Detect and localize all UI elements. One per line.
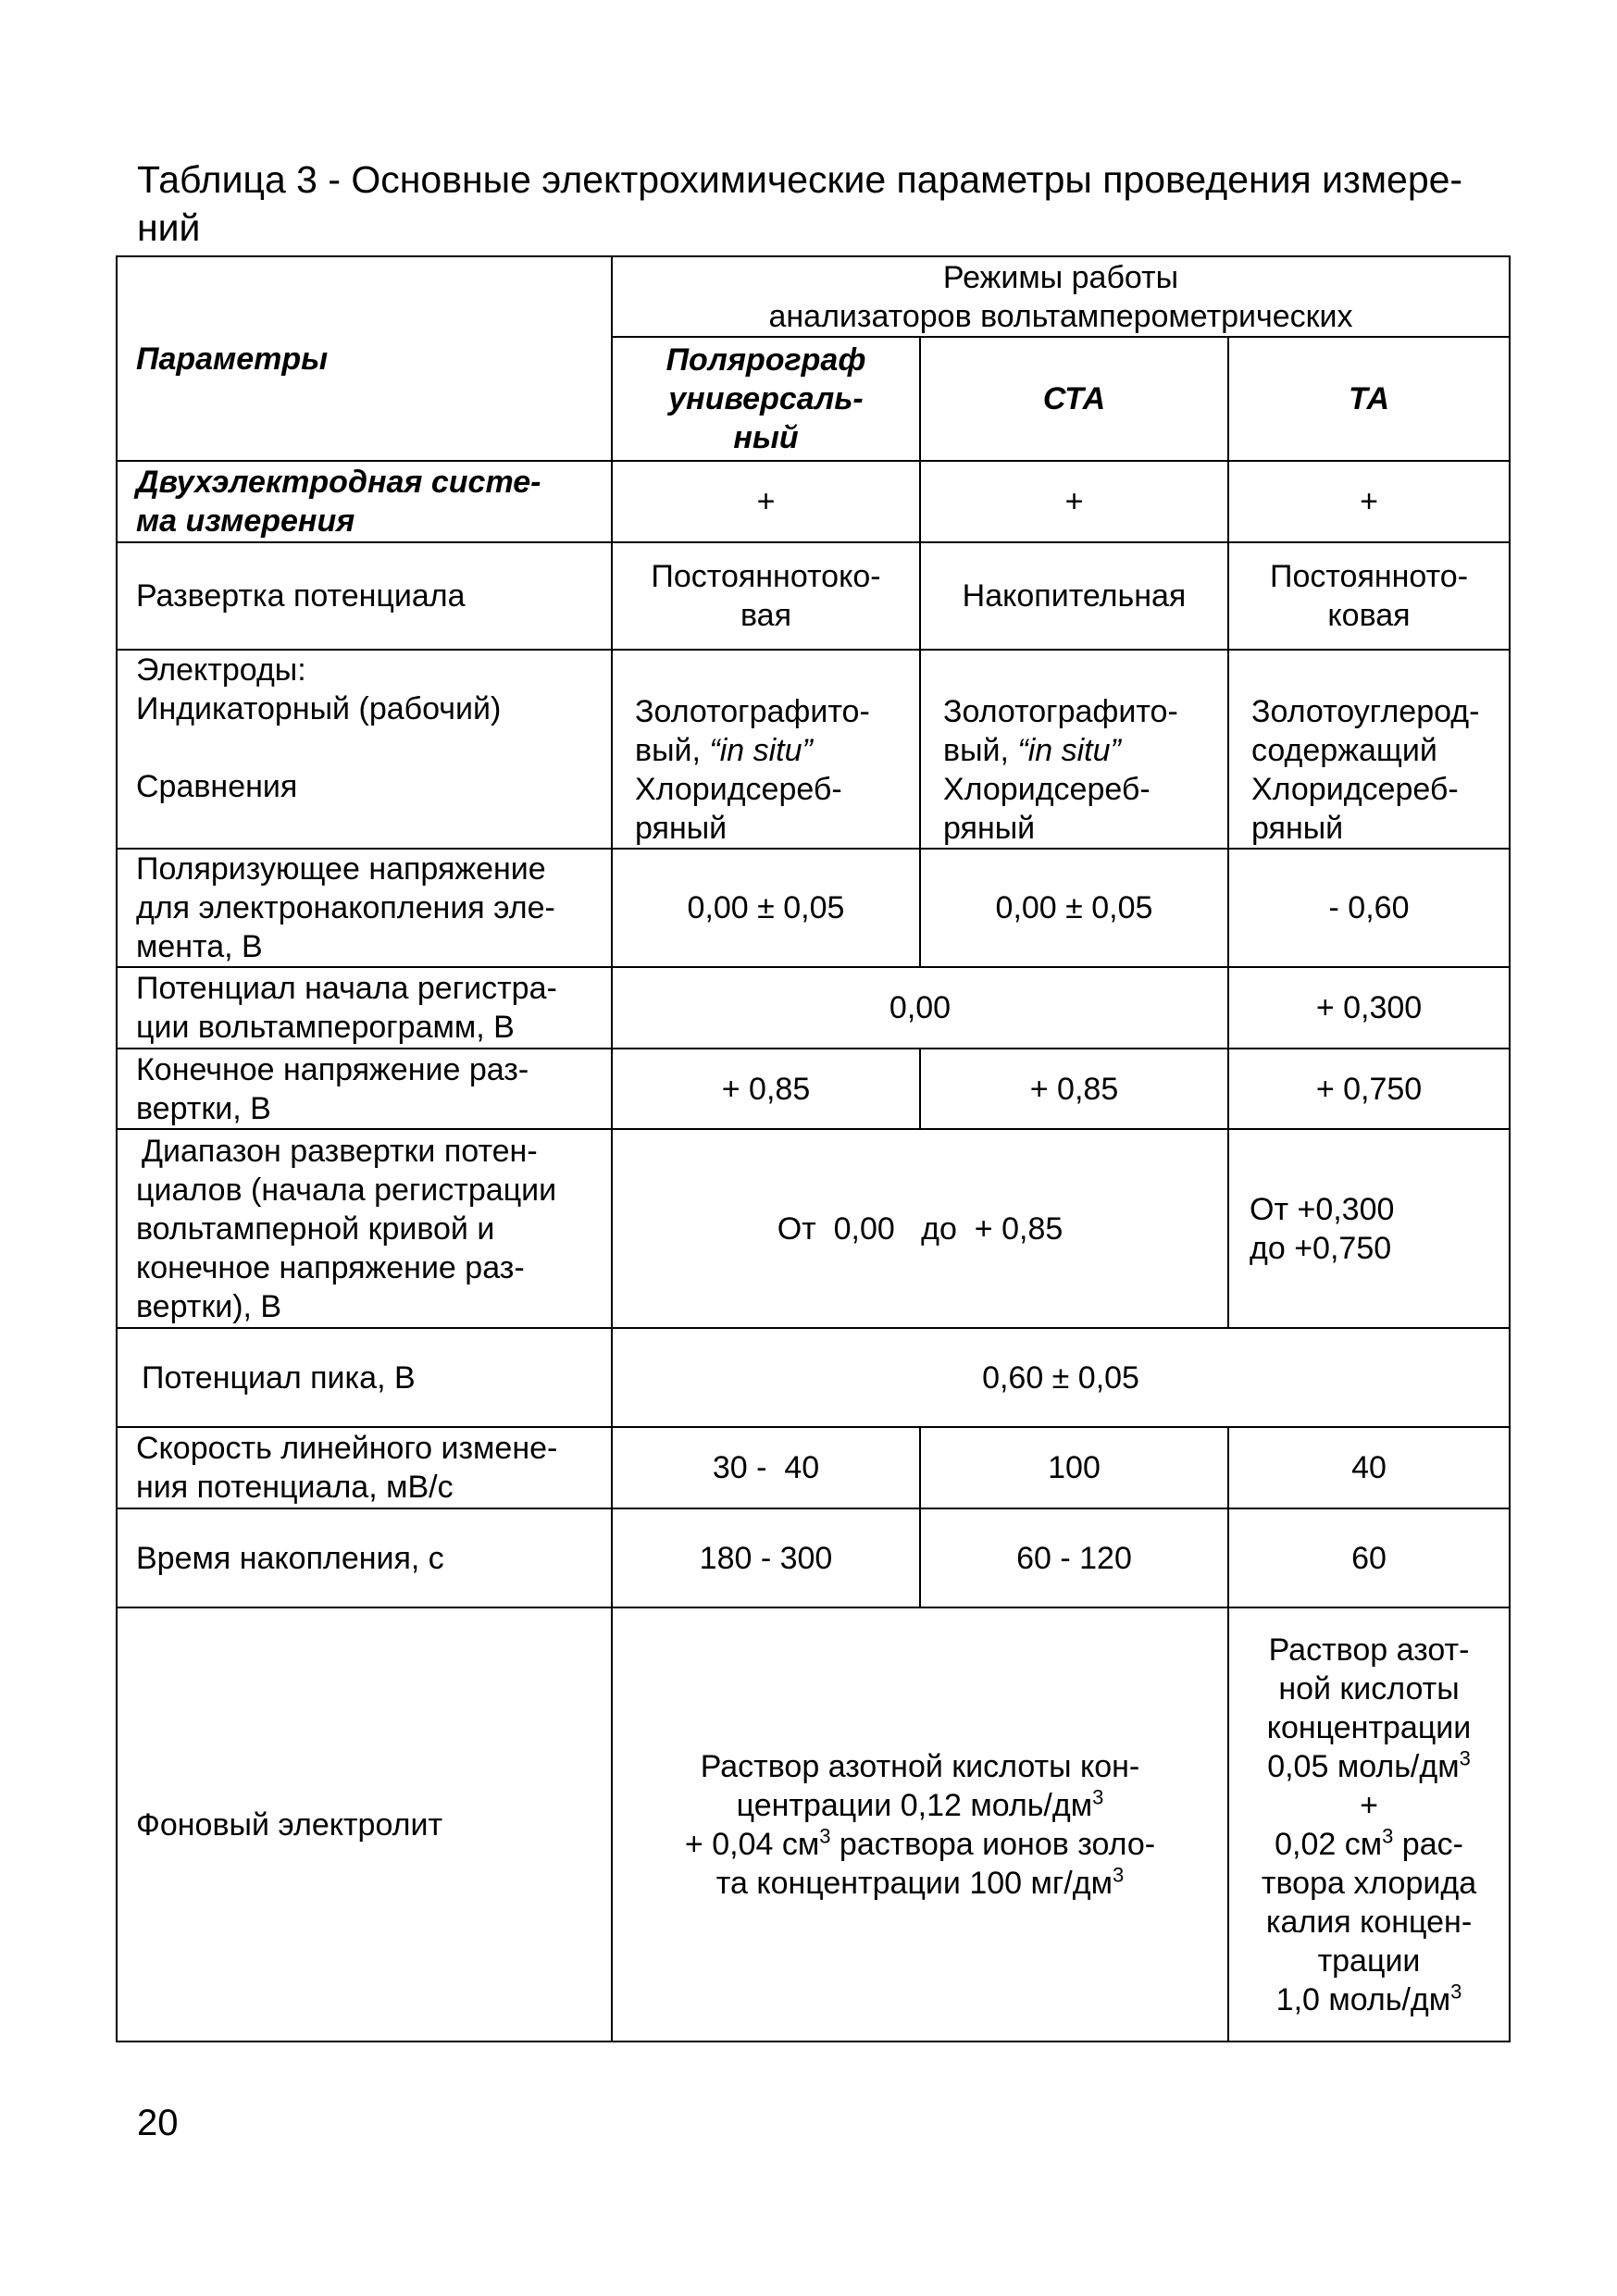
cell-v3: - 0,60 [1228, 849, 1510, 967]
cell-v3 [1228, 1129, 1510, 1328]
cell-text-italic: “in situ” [709, 733, 813, 768]
cell-line: ряный [635, 811, 728, 846]
cell-v123: 0,60 ± 0,05 [612, 1328, 1510, 1427]
cell-text: 1,0 моль/дм [1275, 1981, 1451, 2017]
label-line: Сравнения [136, 769, 298, 804]
cell-line: Раствор азотной кислоты кон- [700, 1748, 1140, 1784]
cell-line: вая [740, 598, 791, 633]
header-modes-line1: Режимы работы [942, 259, 1179, 295]
label-line: ции вольтамперограмм, В [136, 1010, 515, 1045]
cell-text: центрации 0,12 моль/дм [736, 1787, 1093, 1823]
superscript: 3 [819, 1824, 831, 1848]
cell-v3 [1228, 542, 1510, 650]
cell-line: концентрации [1266, 1709, 1472, 1745]
cell-v1: 0,00 ± 0,05 [612, 849, 920, 967]
cell-v12 [612, 1607, 1228, 2042]
cell-v3: + [1228, 461, 1510, 542]
cell-text: рас- [1393, 1826, 1463, 1862]
superscript: 3 [1450, 1980, 1462, 2004]
table-row [117, 1328, 1510, 1427]
row-label [117, 849, 612, 967]
cell-line: трации [1317, 1942, 1421, 1979]
label-line: вертки, В [136, 1090, 271, 1126]
label-line: Конечное напряжение раз- [136, 1051, 529, 1087]
table-caption [137, 155, 1507, 252]
cell-line [1235, 1825, 1503, 1864]
label-line: циалов (начала регистрации [136, 1172, 557, 1208]
label-line: ния потенциала, мВ/с [136, 1470, 454, 1505]
table-row [117, 1607, 1510, 2042]
label-line: Индикаторный (рабочий) [136, 691, 502, 726]
table-row [117, 650, 1510, 849]
header-modes [612, 256, 1510, 337]
cell-v3: 60 [1228, 1508, 1510, 1607]
cell-v3 [1228, 1607, 1510, 2042]
cell-v1 [612, 650, 920, 849]
cell-line: до +0,750 [1250, 1230, 1392, 1266]
cell-line: твора хлорида [1261, 1865, 1477, 1901]
page-number: 20 [137, 2103, 179, 2143]
cell-text: + 0,04 см [684, 1826, 820, 1862]
cell-line: + [1360, 1787, 1378, 1823]
cell-text: раствора ионов золо- [830, 1826, 1156, 1862]
cell-line: ковая [1327, 598, 1411, 633]
cell-v2: + [920, 461, 1228, 542]
cell-line: Постояннотоко- [651, 559, 881, 594]
row-label [117, 1049, 612, 1129]
cell-text: 0,02 см [1275, 1826, 1383, 1862]
cell-text-italic: “in situ” [1017, 733, 1121, 768]
cell-text: та концентрации 100 мг/дм [715, 1865, 1113, 1901]
cell-v2: 0,00 ± 0,05 [920, 849, 1228, 967]
label-line: для электронакопления эле- [136, 890, 555, 925]
row-label: Фоновый электролит [117, 1607, 612, 2042]
table-row [117, 1508, 1510, 1607]
table-row [117, 461, 1510, 542]
cell-line [624, 1825, 1216, 1864]
row-label [117, 967, 612, 1049]
table-row [117, 849, 1510, 967]
label-line: вертки), В [136, 1288, 282, 1324]
label-line: Скорость линейного измене- [136, 1431, 558, 1466]
cell-v1: + [612, 461, 920, 542]
row-label [117, 650, 612, 849]
superscript: 3 [1459, 1746, 1471, 1770]
cell-line: От +0,300 [1250, 1191, 1395, 1227]
cell-v2: + 0,85 [920, 1049, 1228, 1129]
cell-line: ряный [943, 811, 1036, 846]
cell-line [624, 1786, 1216, 1825]
cell-v12: От 0,00 до + 0,85 [612, 1129, 1228, 1328]
cell-line [624, 1864, 1216, 1903]
cell-line: Постоянното- [1270, 559, 1469, 594]
caption-line-2: ний [137, 206, 201, 249]
superscript: 3 [1382, 1824, 1394, 1848]
row-label [117, 1129, 612, 1328]
cell-v2 [920, 650, 1228, 849]
row-label: Потенциал пика, В [117, 1328, 612, 1427]
header-modes-line2: анализаторов вольтамперометрических [768, 298, 1353, 334]
cell-line: ной кислоты [1278, 1670, 1460, 1706]
cell-line: Хлоридсереб- [635, 772, 842, 807]
cell-line: содержащий [1251, 733, 1437, 768]
cell-v3 [1228, 650, 1510, 849]
cell-v3: + 0,300 [1228, 967, 1510, 1049]
superscript: 3 [1112, 1863, 1125, 1887]
cell-line [1235, 1980, 1503, 2019]
cell-line: Золотоуглерод- [1251, 694, 1480, 729]
cell-v3: 40 [1228, 1427, 1510, 1508]
row-label: Развертка потенциала [117, 542, 612, 650]
cell-line: Раствор азот- [1268, 1632, 1470, 1668]
row-label: Время накопления, с [117, 1508, 612, 1607]
row-label [117, 461, 612, 542]
caption-line-1: Таблица 3 - Основные электрохимические параметры проведения измере- [137, 158, 1463, 201]
cell-text: вый, [635, 733, 710, 768]
cell-v1: 180 - 300 [612, 1508, 920, 1607]
header-col1-line2: универсаль- [668, 381, 864, 416]
cell-line: Золотографито- [635, 694, 870, 729]
label-line: конечное напряжение раз- [136, 1249, 525, 1285]
header-col-polarograph [612, 337, 920, 461]
cell-v1: 30 - 40 [612, 1427, 920, 1508]
label-line: мента, В [136, 929, 263, 964]
header-col1-line1: Полярограф [665, 342, 866, 378]
header-params: Параметры [117, 256, 612, 461]
table-row [117, 1049, 1510, 1129]
table-row [117, 542, 1510, 650]
row-label [117, 1427, 612, 1508]
cell-line [1235, 1747, 1503, 1786]
cell-v2: 100 [920, 1427, 1228, 1508]
cell-v2: Накопительная [920, 542, 1228, 650]
cell-line: Хлоридсереб- [1251, 772, 1459, 807]
cell-line [635, 731, 908, 770]
header-col-ta: ТА [1228, 337, 1510, 461]
parameters-table [116, 255, 1511, 2042]
cell-v2: 60 - 120 [920, 1508, 1228, 1607]
cell-v1 [612, 542, 920, 650]
cell-line: Золотографито- [943, 694, 1178, 729]
table-row [117, 1427, 1510, 1508]
cell-v3: + 0,750 [1228, 1049, 1510, 1129]
cell-line: калия концен- [1265, 1904, 1473, 1940]
cell-v1: + 0,85 [612, 1049, 920, 1129]
label-line: вольтамперной кривой и [136, 1210, 495, 1247]
header-col1-line3: ный [733, 420, 799, 455]
label-line: Диапазон развертки потен- [142, 1133, 538, 1169]
label-line: Поляризующее напряжение [136, 851, 546, 887]
cell-text: 0,05 моль/дм [1267, 1748, 1460, 1784]
cell-line [943, 731, 1216, 770]
table-row [117, 1129, 1510, 1328]
cell-line: ряный [1251, 811, 1344, 846]
label-line: Потенциал начала регистра- [136, 971, 557, 1006]
cell-line: Хлоридсереб- [943, 772, 1151, 807]
superscript: 3 [1092, 1785, 1104, 1809]
cell-v12: 0,00 [612, 967, 1228, 1049]
label-line: Двухэлектродная систе- [136, 465, 541, 500]
cell-text: вый, [943, 733, 1018, 768]
header-col-sta: СТА [920, 337, 1228, 461]
label-line: Электроды: [136, 652, 306, 688]
table-row [117, 967, 1510, 1049]
label-line: ма измерения [136, 503, 355, 539]
